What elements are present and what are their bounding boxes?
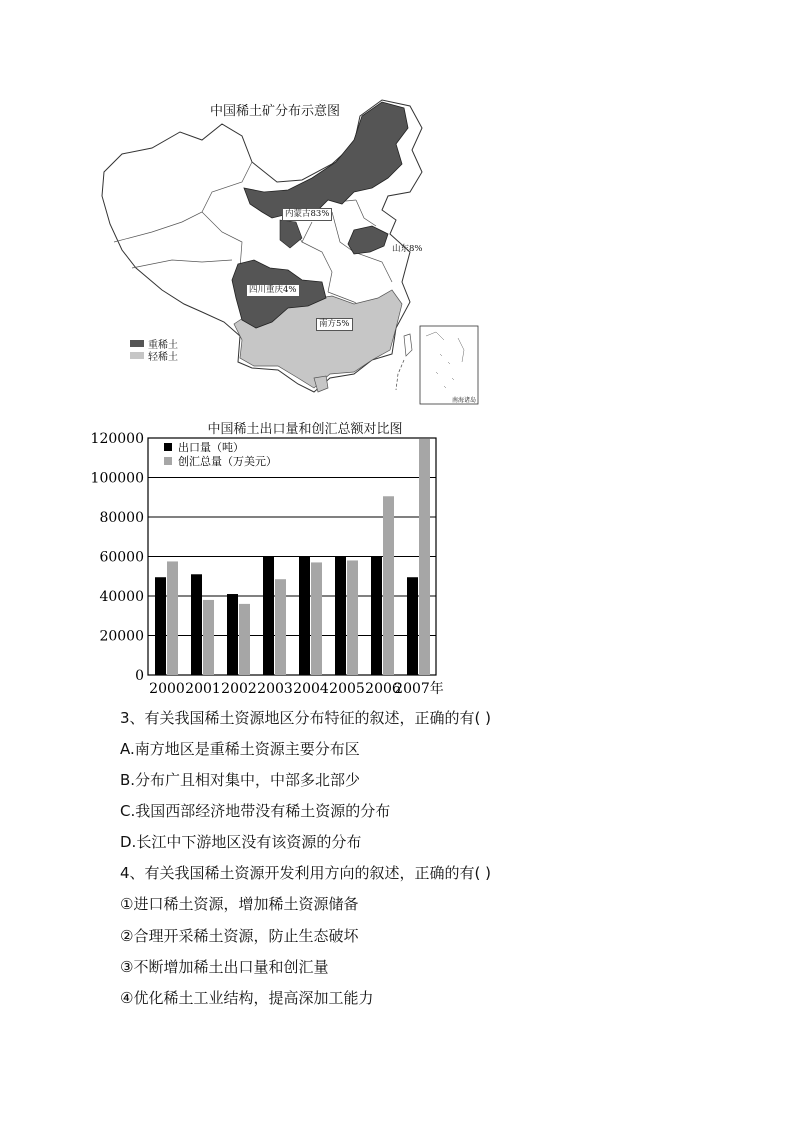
bar-revenue [347, 560, 358, 675]
option-3c: C.我国西部经济地带没有稀土资源的分布 [120, 802, 391, 820]
y-tick-label: 120000 [90, 431, 144, 447]
legend-heavy-swatch [130, 340, 144, 347]
x-tick-label: 2004 [293, 681, 329, 697]
label-inner-mongolia: 内蒙古83% [282, 208, 332, 221]
option-4-4: ④优化稀土工业结构，提高深加工能力 [120, 989, 374, 1007]
label-sichuan: 四川重庆4% [246, 284, 300, 297]
inset-label: 南海诸岛 [452, 397, 477, 404]
legend-heavy-label: 重稀土 [148, 340, 178, 351]
bar-revenue [275, 579, 286, 675]
y-tick-label: 20000 [99, 628, 144, 645]
bar-revenue [383, 496, 394, 675]
x-tick-label: 2006 [365, 681, 401, 697]
x-tick-label: 2000 [149, 681, 185, 697]
bar-export [227, 594, 238, 675]
bar-export [155, 577, 166, 675]
x-tick-label: 2005 [329, 681, 365, 697]
y-tick-label: 40000 [99, 589, 144, 605]
bar-export [191, 574, 202, 675]
bar-revenue [167, 561, 178, 675]
legend-light [130, 348, 178, 363]
bar-export [299, 557, 310, 676]
rare-earth-map [92, 92, 488, 410]
legend-swatch [164, 443, 172, 451]
question-4: 4、有关我国稀土资源开发利用方向的叙述，正确的有( ) [120, 864, 492, 882]
y-tick-label: 60000 [99, 549, 144, 566]
option-3d: D.长江中下游地区没有该资源的分布 [120, 833, 362, 851]
option-4-3: ③不断增加稀土出口量和创汇量 [120, 958, 329, 976]
option-4-2: ②合理开采稀土资源，防止生态破坏 [120, 927, 359, 945]
x-tick-label: 2001 [185, 681, 221, 697]
bar-export [263, 557, 274, 676]
bar-revenue [239, 604, 250, 675]
export-chart [90, 418, 470, 702]
legend-light-swatch [130, 352, 144, 359]
y-tick-label: 100000 [90, 470, 144, 487]
question-3: 3、有关我国稀土资源地区分布特征的叙述，正确的有( ) [120, 709, 492, 727]
option-3a: A.南方地区是重稀土资源主要分布区 [120, 740, 360, 758]
bar-export [371, 557, 382, 676]
bar-chart-svg [90, 418, 470, 702]
option-4-1: ①进口稀土资源，增加稀土资源储备 [120, 895, 359, 913]
x-tick-label: 2003 [257, 681, 293, 697]
y-tick-label: 0 [135, 668, 144, 684]
legend-label: 出口量（吨） [178, 441, 244, 454]
bar-export [407, 577, 418, 675]
legend-label: 创汇总量（万美元） [178, 455, 277, 468]
chart-title: 中国稀土出口量和创汇总额对比图 [207, 422, 403, 437]
legend-light-label: 轻稀土 [148, 352, 178, 363]
option-3b: B.分布广且相对集中，中部多北部少 [120, 771, 361, 789]
sea-line [396, 360, 404, 390]
bar-revenue [203, 600, 214, 675]
label-shandong: 山东8% [392, 244, 423, 254]
map-title: 中国稀土矿分布示意图 [209, 104, 340, 119]
x-tick-label: 2007年 [394, 681, 444, 697]
bar-export [335, 557, 346, 676]
bar-revenue [311, 562, 322, 675]
south-sea-inset [420, 326, 478, 404]
y-tick-label: 80000 [99, 510, 144, 526]
label-south: 南方5% [316, 318, 353, 331]
x-tick-label: 2002 [221, 681, 257, 697]
legend-swatch [164, 457, 172, 465]
bar-revenue [419, 439, 430, 675]
taiwan-island [404, 334, 412, 356]
